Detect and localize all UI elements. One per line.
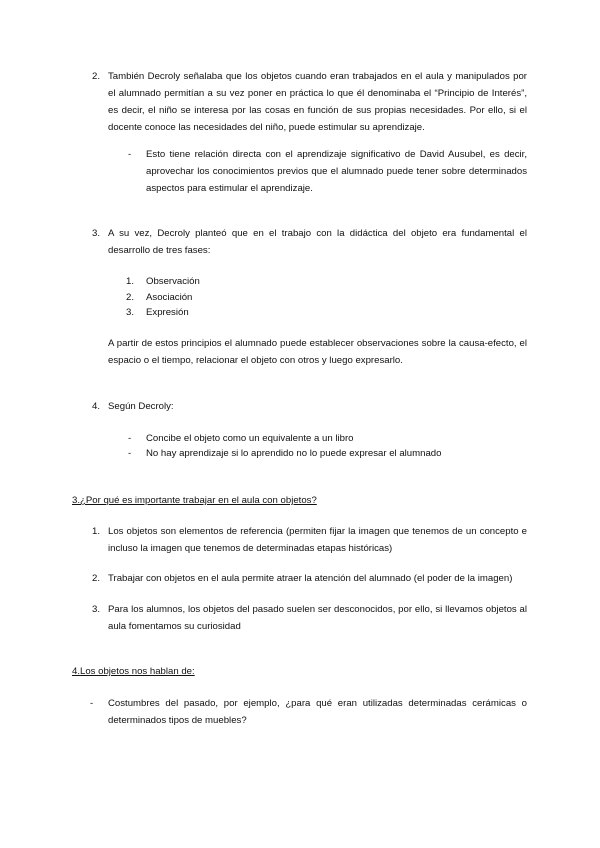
phase-2-number: 2. bbox=[126, 292, 135, 303]
item-3-text: A su vez, Decroly planteó que en el trabajo con la didáctica del objeto era fundamental el desarrollo de tres fases: bbox=[108, 228, 527, 256]
section-3-item-1-number: 1. bbox=[92, 526, 101, 537]
item-4-text: Según Decroly: bbox=[108, 401, 174, 412]
section-3-heading: 3.¿Por qué es importante trabajar en el aula con objetos? bbox=[72, 495, 317, 506]
item-2-number: 2. bbox=[92, 71, 101, 82]
item-3-number: 3. bbox=[92, 228, 101, 239]
item-2-text: También Decroly señalaba que los objetos cuando eran trabajados en el aula y manipulados por el alumnado permitían a su vez poner en práctica lo que él denominaba el “Principio de Interés”, es decir, el niño se interesa por las cosas en función de sus propias necesidades. Por ello, si el docente conoce las necesidades del niño, puede estimular su aprendizaje. bbox=[108, 71, 527, 133]
phase-3-label: Expresión bbox=[146, 307, 189, 318]
item-4-bullet-2-mark: - bbox=[128, 448, 132, 459]
item-4-number: 4. bbox=[92, 401, 101, 412]
section-3-item-3-text: Para los alumnos, los objetos del pasado suelen ser desconocidos, por ello, si llevamos objetos al aula fomentamos su curiosidad bbox=[108, 604, 527, 632]
item-2-sub-text: Esto tiene relación directa con el aprendizaje significativo de David Ausubel, es decir, aprovechar los conocimientos previos que el alumnado puede tener sobre determinados aspectos para estimular el aprendizaje. bbox=[146, 149, 527, 194]
principles-paragraph: A partir de estos principios el alumnado puede establecer observaciones sobre la causa-efecto, el espacio o el tiempo, relacionar el objeto con otros y luego expresarlo. bbox=[108, 338, 527, 366]
section-4-heading: 4.Los objetos nos hablan de: bbox=[72, 666, 195, 677]
section-4-text: Costumbres del pasado, por ejemplo, ¿para qué eran utilizadas determinadas cerámicas o determinados tipos de muebles? bbox=[108, 698, 527, 726]
phase-1-label: Observación bbox=[146, 276, 200, 287]
section-3-item-1-text: Los objetos son elementos de referencia (permiten fijar la imagen que tenemos de un concepto e incluso la imagen que tenemos de determinadas etapas históricas) bbox=[108, 526, 527, 554]
item-4-bullet-1-mark: - bbox=[128, 433, 132, 444]
phase-1-number: 1. bbox=[126, 276, 135, 287]
section-3-item-2-number: 2. bbox=[92, 573, 101, 584]
section-3-item-2-text: Trabajar con objetos en el aula permite atraer la atención del alumnado (el poder de la imagen) bbox=[108, 573, 513, 584]
item-2-sub-bullet: - bbox=[128, 149, 132, 160]
section-4-bullet: - bbox=[90, 698, 94, 709]
item-4-bullet-1-text: Concibe el objeto como un equivalente a un libro bbox=[146, 433, 354, 444]
phase-3-number: 3. bbox=[126, 307, 135, 318]
item-4-bullet-2-text: No hay aprendizaje si lo aprendido no lo puede expresar el alumnado bbox=[146, 448, 442, 459]
section-3-item-3-number: 3. bbox=[92, 604, 101, 615]
phase-2-label: Asociación bbox=[146, 292, 193, 303]
